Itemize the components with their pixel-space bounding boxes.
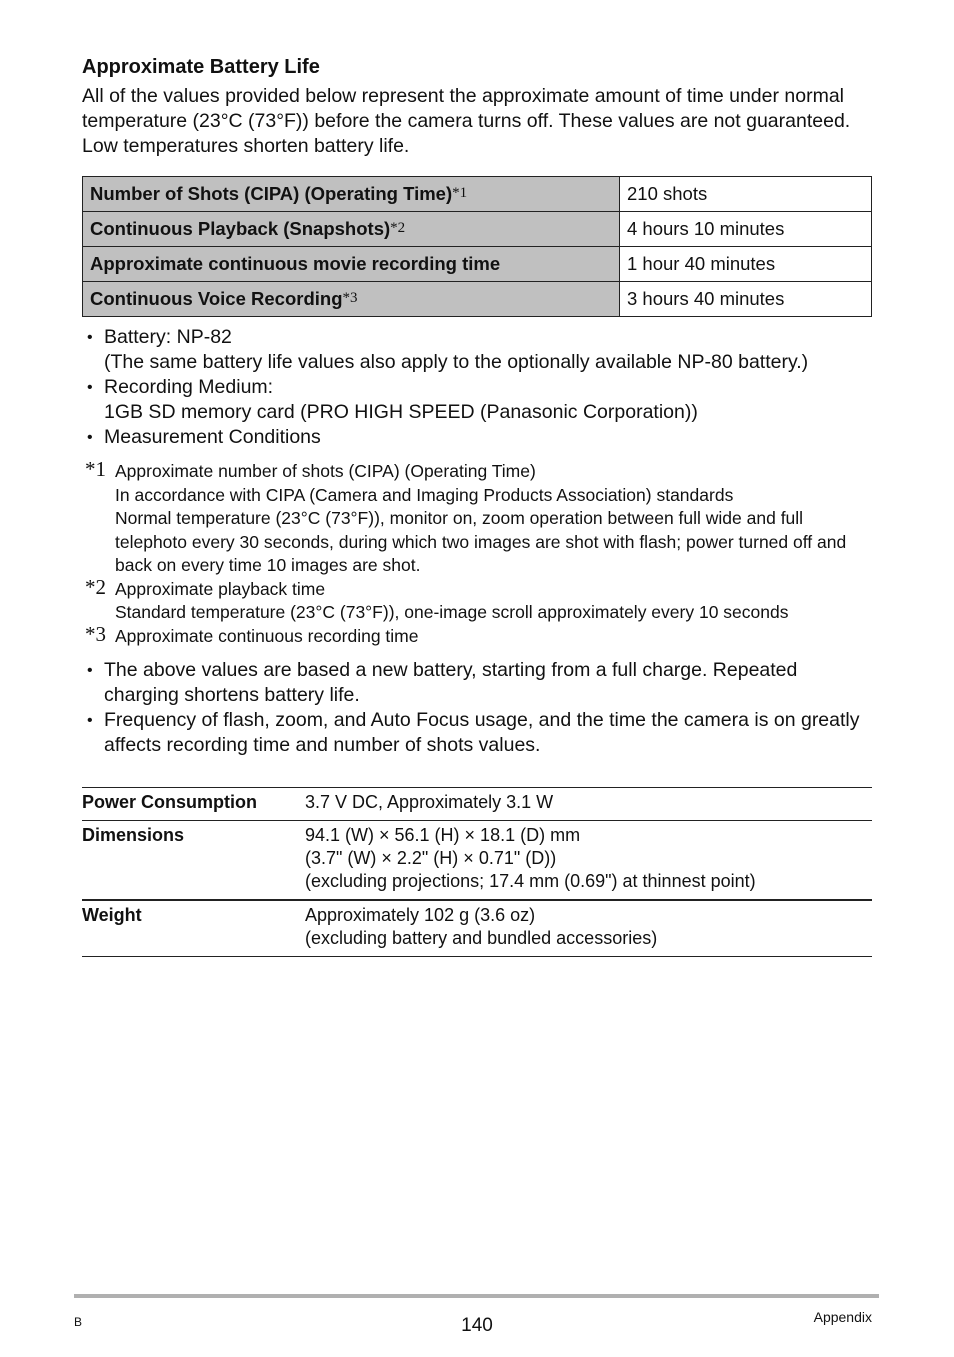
footnote: *2 Approximate playback time Standard temperature (23°C (73°F)), one-image scroll approximately every 10 seconds bbox=[85, 574, 789, 622]
row-label: Number of Shots (CIPA) (Operating Time)*1 bbox=[83, 177, 620, 212]
page-number: 140 bbox=[461, 1315, 493, 1336]
table-row bbox=[83, 212, 872, 247]
footer-section-name: Appendix bbox=[813, 1309, 872, 1325]
footnote-marker: *3 bbox=[85, 621, 106, 646]
page-content bbox=[82, 54, 872, 758]
table-row bbox=[83, 247, 872, 282]
spec-value: 94.1 (W) × 56.1 (H) × 18.1 (D) mm (3.7" (W) × 2.2" (H) × 0.71" (D)) (excluding projections; 17.4 mm (0.69") at thinnest point) bbox=[305, 825, 756, 891]
spec-row-weight bbox=[82, 900, 872, 957]
spec-table bbox=[82, 787, 872, 957]
conditions-list bbox=[82, 325, 872, 450]
row-label: Continuous Voice Recording*3 bbox=[83, 282, 620, 317]
row-value: 210 shots bbox=[620, 177, 872, 212]
footer-divider bbox=[74, 1294, 879, 1298]
spec-row-power bbox=[82, 788, 872, 821]
spec-value: 3.7 V DC, Approximately 3.1 W bbox=[305, 792, 554, 812]
table-row bbox=[83, 282, 872, 317]
row-value: 1 hour 40 minutes bbox=[620, 247, 872, 282]
section-heading: Approximate Battery Life bbox=[82, 56, 320, 78]
row-value: 3 hours 40 minutes bbox=[620, 282, 872, 317]
row-label: Approximate continuous movie recording time bbox=[83, 247, 620, 282]
list-item: • Frequency of flash, zoom, and Auto Focus usage, and the time the camera is on greatly affects recording time and number of shots values. bbox=[82, 708, 872, 758]
row-value: 4 hours 10 minutes bbox=[620, 212, 872, 247]
footnote-marker: *1 bbox=[85, 457, 106, 481]
row-label: Continuous Playback (Snapshots)*2 bbox=[83, 212, 620, 247]
list-item: • The above values are based a new battery, starting from a full charge. Repeated charging shortens battery life. bbox=[82, 658, 872, 708]
spec-label: Weight bbox=[82, 905, 142, 925]
table-row bbox=[83, 177, 872, 212]
footnote: *1 Approximate number of shots (CIPA) (Operating Time) In accordance with CIPA (Camera and Imaging Products Association) standards Normal temperature (23°C (73°F)), monitor on, zoom operation between full wide and full telephoto every 30 seconds, during which two images are shot with flash; power turned off and back on every time 10 images are shot. bbox=[85, 457, 847, 575]
footnote-marker: *1 bbox=[452, 185, 468, 201]
spec-row-dimensions bbox=[82, 821, 872, 901]
footnote-marker: *2 bbox=[85, 574, 106, 599]
intro-paragraph: All of the values provided below represent the approximate amount of time under normal temperature (23°C (73°F)) before the camera turns off. These values are not guaranteed. Low temperatures shorten battery life. bbox=[82, 85, 851, 157]
spec-label: Dimensions bbox=[82, 825, 185, 845]
footer-language-code: B bbox=[74, 1315, 83, 1329]
list-item: • Measurement Conditions bbox=[82, 425, 872, 450]
list-item: • Recording Medium: 1GB SD memory card (PRO HIGH SPEED (Panasonic Corporation)) bbox=[82, 375, 872, 425]
footnote: *3 Approximate continuous recording time bbox=[85, 621, 419, 646]
list-item: • Battery: NP-82 (The same battery life values also apply to the optionally available NP-80 battery.) bbox=[82, 325, 872, 375]
battery-life-table bbox=[82, 176, 872, 317]
footnotes bbox=[82, 457, 872, 648]
spec-label: Power Consumption bbox=[82, 792, 257, 812]
footnote-marker: *3 bbox=[342, 290, 358, 306]
spec-value: Approximately 102 g (3.6 oz) (excluding battery and bundled accessories) bbox=[305, 905, 658, 948]
footnote-marker: *2 bbox=[390, 220, 406, 236]
battery-notes-list bbox=[82, 658, 872, 758]
